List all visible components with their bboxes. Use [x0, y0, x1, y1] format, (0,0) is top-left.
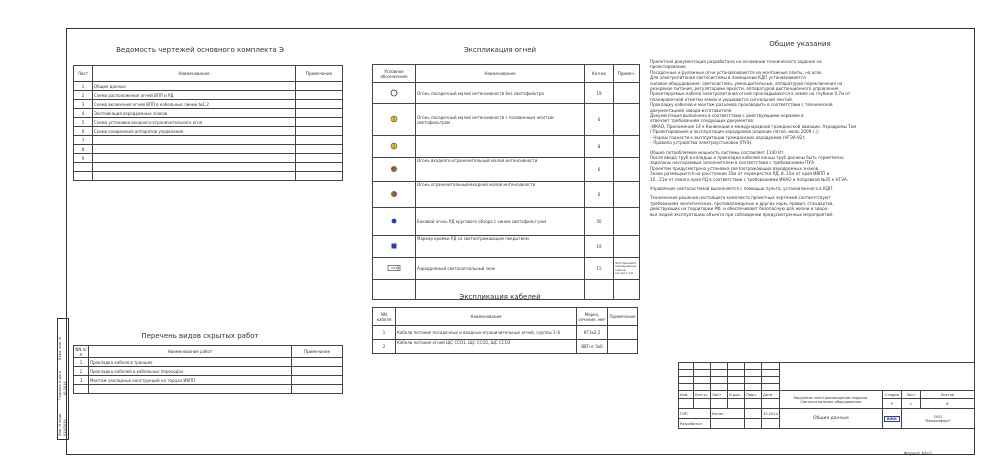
- sheet-format: Формат А4х3: [904, 451, 932, 456]
- col-name: Наименование: [416, 65, 585, 83]
- table-row: 1: [74, 82, 93, 91]
- doc-title: Общие данные: [779, 409, 882, 429]
- hidden-works-table: [73, 345, 343, 394]
- col-name: Наименование: [396, 308, 577, 326]
- circle-empty-icon: [390, 89, 398, 97]
- note-line: планировочной отметки земли и укрываются сигнальной лентой.: [650, 96, 793, 102]
- stage-value: Р: [882, 399, 901, 409]
- org-name-1: ООО: [933, 414, 943, 419]
- qty: 50: [585, 208, 614, 236]
- project-name: Наружное электроосвещение перрона. Светосигнальное оборудование: [779, 391, 882, 409]
- col-note: Примечание: [296, 66, 343, 82]
- sheet-label: Лист: [901, 391, 920, 399]
- list-item: Маркер кромки РД со светоотражающим покрытием: [416, 236, 585, 258]
- note-line: действующих на территории РФ, и обеспечивают безопасную для жизни и здоро-: [650, 206, 829, 212]
- table-row: 3: [74, 376, 89, 385]
- table-row: 2: [373, 340, 396, 354]
- list-item: Схема включения огней ВПП в кабельные линии №1,2: [93, 100, 296, 109]
- list-item: Огонь посадочный малой интенсивности с половинным желтым светофильтром: [416, 104, 585, 136]
- circle-yellow-icon: [390, 142, 398, 150]
- qty: 6: [585, 182, 614, 208]
- note-line: Проектом предусмотрена установка светоотражающих аэродромных знаков.: [650, 165, 820, 171]
- list-item: Общие данные: [93, 82, 296, 91]
- table-row: 6: [74, 127, 93, 136]
- sheets-value: 6: [920, 399, 974, 409]
- col-note: Примечание: [608, 308, 638, 326]
- col-symbol: Условное обозначение: [373, 65, 416, 83]
- list-item: Схема соединения аппаратов управления: [93, 127, 296, 136]
- col-qty: Кол-во: [585, 65, 614, 83]
- stamp-label: Дата: [762, 391, 780, 399]
- note-line: отвечает требованиям следующих документов:: [650, 118, 755, 124]
- col-note: Примеч.: [614, 65, 640, 83]
- note-line: Проектируемые кабели электропитания огней прокладываются в земле на глубине 0,7м от: [650, 91, 851, 97]
- sheet-value: 1: [901, 399, 920, 409]
- col-name: Наименование: [93, 66, 296, 82]
- note-line: Посадочные и рулежные огни устанавливаются на монтажные плиты, на осях.: [650, 69, 823, 75]
- lights-table: [372, 64, 640, 300]
- col-sheet: Лист: [74, 66, 93, 82]
- table-row: 8: [74, 145, 93, 154]
- note-line: Документация выполнена в соответствии с действующими нормами и: [650, 113, 804, 119]
- qty: 19: [585, 236, 614, 258]
- note-line: Технические решения настоящего комплекта проектных чертежей соответствуют: [650, 195, 831, 201]
- note-line: 10...21м от левого края РД в соответствии с требованиями ИКАО и поправкой №35 к НГЭА.: [650, 176, 849, 182]
- mark: ВВГнг 3х6: [577, 340, 608, 354]
- col-mark: Марка, сечение, мм²: [577, 308, 608, 326]
- note-line: Для электропитания светосистемы в помещении КДП устанавливается: [650, 75, 806, 81]
- note-line: требованиям экологических, противопожарных и других норм, правил, стандартов,: [650, 200, 834, 206]
- qty: 8: [585, 136, 614, 158]
- list-item: Кабели питания огней ЩС ССО1, ЩС ССО2, ЩС ССО3: [396, 340, 577, 354]
- stage-label: Стадия: [882, 391, 901, 399]
- list-item: [416, 136, 585, 158]
- signer-name: Котин: [711, 409, 745, 419]
- table-row: 1: [74, 358, 89, 367]
- table-row: 5: [74, 118, 93, 127]
- lights-title: Экспликация огней: [463, 46, 537, 54]
- side-label: Инв. N подл.: [58, 412, 62, 436]
- role: ГИП: [679, 409, 711, 419]
- table-row: 2: [74, 367, 89, 376]
- list-item: Аэродромный светосигнальный знак: [416, 258, 585, 280]
- sign-date: 10.2014: [762, 409, 780, 419]
- side-label: Подпись и дата: [58, 371, 62, 400]
- list-item: Огонь ограничительный-входной малой интенсивности: [416, 182, 585, 208]
- list-item: Боковой огонь РД кругового обзора с синим светофильт-ром: [416, 208, 585, 236]
- role: Разработал: [679, 419, 711, 429]
- col-name: Наименование работ: [89, 346, 292, 358]
- table-row: 9: [74, 154, 93, 163]
- sheet-list-table: [73, 65, 343, 181]
- circle-green-red-icon: [390, 190, 398, 198]
- note-line: –ИКАО, Приложение 14 к Конвенции о международной гражданской авиации. Аэродромы Том: [650, 123, 857, 129]
- stamp-label: Кол.уч: [694, 391, 711, 399]
- general-notes: [650, 59, 950, 217]
- table-row: 1: [373, 326, 396, 340]
- note-line: Общее потребляемое мощность системы составляет 1140 Вт.: [650, 149, 785, 155]
- list-item: Схема установки входного-ограничительного огня: [93, 118, 296, 127]
- note-line: – Нормы годности к эксплуатации гражданских аэродромов (НГЭА-92);: [650, 134, 806, 140]
- note-line: Знаки размещаются на расстоянии 35м от перекрестка РД, 8..15м от края ИВПП и: [650, 171, 830, 177]
- side-value: 010/2014: [63, 419, 67, 436]
- note-line: После ввода труб в колодцы и прокладки кабелей концы труб должны быть герметично: [650, 154, 844, 160]
- list-item: [93, 154, 296, 163]
- list-item: Прокладка кабелей в кабельных переходах: [89, 367, 292, 376]
- stamp-label: Изм.: [679, 391, 694, 399]
- stamp-label: Подп.: [745, 391, 762, 399]
- list-item: Огонь входного-ограничительный малой интенсивности: [416, 158, 585, 182]
- note-line: проектирование.: [650, 64, 687, 70]
- list-item: Экспликация аэродромных знаков: [93, 109, 296, 118]
- note-line: I Проектирование и эксплуатация аэродромов (издание пятое, июль 2009 г.);: [650, 129, 819, 135]
- mark: КГ3х2,5: [577, 326, 608, 340]
- org-name-2: "Веккомфорт": [924, 418, 952, 423]
- qty: 6: [585, 104, 614, 136]
- note: Экспликация аэродромных знаков см.лист 1-6: [614, 258, 640, 280]
- circle-yellow-icon: [390, 115, 398, 123]
- table-row: 2: [74, 91, 93, 100]
- table-row: 7: [74, 136, 93, 145]
- col-note: Примечание: [292, 346, 343, 358]
- col-num: NN кабеля: [373, 308, 396, 326]
- circle-red-green-icon: [390, 165, 398, 173]
- stamp-label: N док.: [728, 391, 745, 399]
- list-item: Кабели питания посадочных и входных-ограничительных огней, группы 1–6: [396, 326, 577, 340]
- qty: 6: [585, 158, 614, 182]
- list-item: Огонь посадочный малой интенсивности без светофильтра: [416, 83, 585, 104]
- title-block: [678, 362, 975, 429]
- note-line: Проектная документация разработана на основании технического задания на: [650, 59, 822, 64]
- list-item: [93, 145, 296, 154]
- cables-title: Экспликация кабелей: [459, 293, 541, 301]
- logo: [884, 416, 900, 422]
- hidden-works-title: Перечень видов скрытых работ: [141, 332, 259, 340]
- dot-blue-icon: [390, 217, 398, 225]
- sheets-label: Листов: [920, 391, 974, 399]
- note-line: Управление светосистемой выполняется с помощью пульта, установленного в КДП.: [650, 185, 834, 191]
- note-line: заделаны несгораемым заполнителем в соответствии с требованиями ПУЭ.: [650, 160, 815, 166]
- list-item: Схема расположения огней ВПП и РД: [93, 91, 296, 100]
- note-line: резервное питание, регуляторами яркости, аппаратурой дистанционного управления.: [650, 86, 840, 92]
- note-line: вья людей эксплуатацию объекта при соблюдении предусмотренных мероприятий.: [650, 211, 834, 217]
- sign-box-icon: [387, 264, 401, 272]
- table-row: 3: [74, 100, 93, 109]
- qty: 19: [585, 83, 614, 104]
- list-item: Монтаж закладных конструкций на торцах ИВПП: [89, 376, 292, 385]
- note-line: документацией завода-изготовителя.: [650, 107, 733, 113]
- square-blue-icon: [390, 242, 398, 250]
- logo-text: ВЖК: [886, 416, 897, 421]
- side-value: 10.2014: [63, 381, 67, 396]
- note-line: силовое оборудование: светосистема, уменьшительные, аппаратурой переключения на: [650, 80, 843, 86]
- sheet-list-title: Ведомость чертежей основного комплекта Э: [116, 46, 284, 54]
- list-item: Прокладка кабеля в траншее: [89, 358, 292, 367]
- cables-table: [372, 307, 638, 354]
- table-row: 4: [74, 109, 93, 118]
- qty: 15: [585, 258, 614, 280]
- note-line: – Правила устройства электроустановок (ПУЭ).: [650, 140, 753, 146]
- stamp-label: Лист: [711, 391, 728, 399]
- side-label: Взам. инв. N: [58, 337, 62, 360]
- general-title: Общие указания: [769, 40, 831, 48]
- note-line: Прокладку кабелей и монтаж разъемов производить в соответствии с технической: [650, 102, 833, 108]
- list-item: [93, 136, 296, 145]
- col-num: NN п/п: [75, 346, 87, 357]
